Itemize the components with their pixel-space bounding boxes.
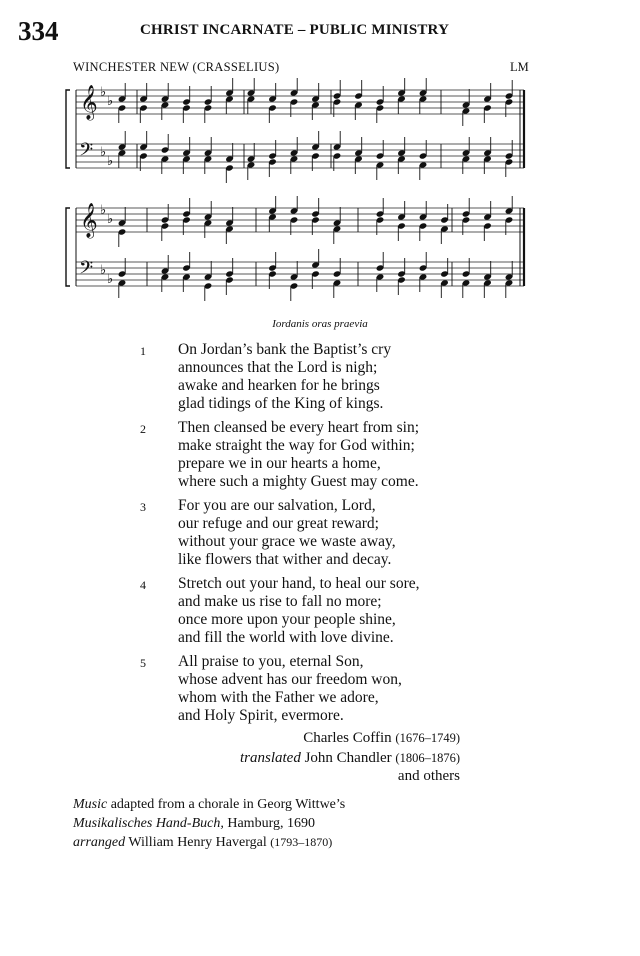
verse-line: like flowers that wither and decay. (178, 551, 392, 568)
flat-sign: ♭ (107, 94, 114, 109)
meter-label: LM (510, 60, 529, 74)
flat-sign: ♭ (107, 272, 114, 287)
hymn-latin-title: Iordanis oras praevia (272, 318, 368, 330)
translated-prefix: translated (240, 750, 301, 766)
verse-number: 2 (140, 422, 146, 436)
verse-lines (178, 341, 391, 413)
arranged-prefix: arranged (73, 835, 126, 850)
verse-line: On Jordan’s bank the Baptist’s cry (178, 341, 392, 358)
verse-line: and fill the world with love divine. (178, 629, 394, 646)
flat-sign: ♭ (100, 203, 107, 218)
page-number: 334 (18, 16, 59, 46)
section-title: CHRIST INCARNATE – PUBLIC MINISTRY (140, 22, 450, 38)
translator-credit (240, 750, 460, 767)
music-system-1 (0, 78, 640, 190)
and-others: and others (397, 768, 460, 784)
music-credit-line-2 (73, 816, 315, 832)
author-name: Charles Coffin (303, 730, 392, 746)
verse-lines (178, 497, 396, 569)
verse-number: 1 (140, 344, 146, 358)
music-prefix: Music (73, 797, 108, 812)
music-book-title: Musikalisches Hand-Buch, (73, 816, 224, 831)
verse-line: make straight the way for God within; (178, 437, 415, 454)
verse-line: Then cleansed be every heart from sin; (178, 419, 420, 436)
verse-line: Stretch out your hand, to heal our sore, (178, 575, 420, 592)
verse-lines (178, 575, 419, 647)
arranger-years: (1793–1870) (270, 835, 333, 849)
verse-line: and Holy Spirit, evermore. (178, 707, 344, 724)
verse-line: prepare we in our hearts a home, (178, 455, 381, 472)
treble-clef: 𝄞 (80, 85, 98, 120)
verse-number: 3 (140, 500, 146, 514)
music-source: adapted from a chorale in Georg Wittwe’s (110, 797, 346, 812)
verse-line: once more upon your people shine, (178, 611, 396, 628)
bass-clef: 𝄢 (79, 258, 94, 283)
flat-sign: ♭ (100, 145, 107, 160)
author-years: (1676–1749) (395, 731, 460, 745)
verse-lines (178, 419, 419, 491)
music-book-place: Hamburg, 1690 (227, 816, 315, 831)
tune-name: WINCHESTER NEW (CRASSELIUS) (73, 60, 280, 74)
bass-clef: 𝄢 (79, 140, 94, 165)
music-system-2 (0, 196, 640, 308)
author-credit (303, 730, 460, 747)
flat-sign: ♭ (107, 154, 114, 169)
system-bracket (66, 208, 70, 286)
verse-line: whose advent has our freedom won, (178, 671, 402, 688)
verse-line: All praise to you, eternal Son, (178, 653, 364, 670)
arranger-name: William Henry Havergal (128, 835, 267, 850)
verse-line: without your grace we waste away, (178, 533, 396, 550)
verse-line: our refuge and our great reward; (178, 515, 379, 532)
verse-line: For you are our salvation, Lord, (178, 497, 376, 514)
verse-line: awake and hearken for he brings (178, 377, 380, 394)
verse-lines (178, 653, 402, 725)
music-credit-line-3 (73, 835, 332, 851)
system-bracket (66, 90, 70, 168)
translator-years: (1806–1876) (395, 751, 460, 765)
verse-line: where such a mighty Guest may come. (178, 473, 419, 490)
verse-line: and make us rise to fall no more; (178, 593, 382, 610)
verse-line: whom with the Father we adore, (178, 689, 379, 706)
verse-number: 4 (140, 578, 146, 592)
flat-sign: ♭ (100, 85, 107, 100)
verse-line: announces that the Lord is nigh; (178, 359, 378, 376)
music-credit-line-1 (73, 797, 345, 813)
flat-sign: ♭ (107, 212, 114, 227)
treble-clef: 𝄞 (80, 203, 98, 238)
flat-sign: ♭ (100, 263, 107, 278)
verse-number: 5 (140, 656, 146, 670)
verse-line: glad tidings of the King of kings. (178, 395, 384, 412)
translator-name: John Chandler (304, 750, 392, 766)
